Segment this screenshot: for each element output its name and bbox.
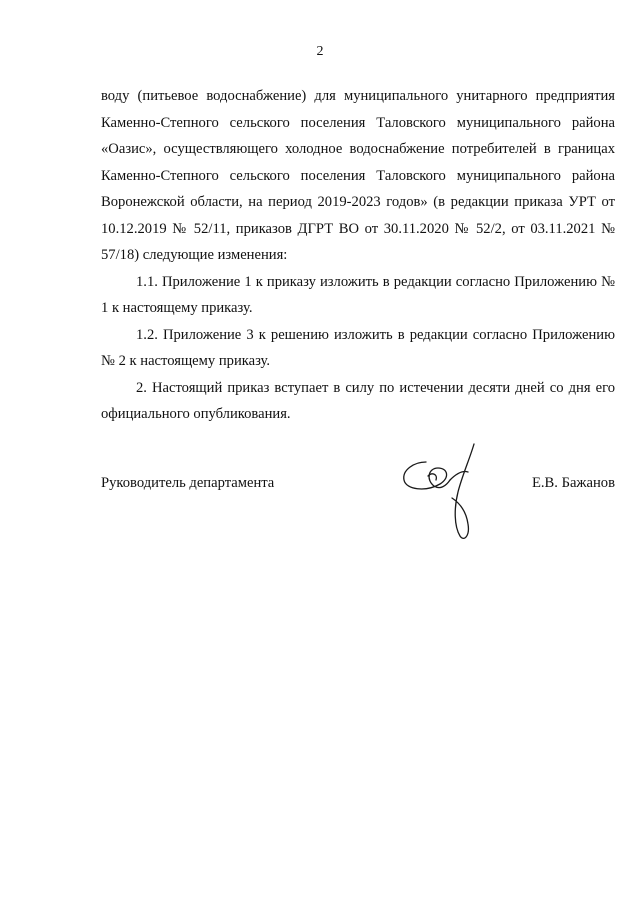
page-number: 2	[316, 44, 324, 59]
signatory-title: Руководитель департамента	[101, 475, 275, 491]
document-body	[101, 83, 615, 428]
handwritten-signature-icon	[396, 440, 496, 545]
body-paragraph-continuation: воду (питьевое водоснабжение) для муниципального унитарного предприятия Каменно-Степного сельского поселения Таловского муниципального района «Оазис», осуществляющего холодное водоснабжение потребителей в границах Каменно-Степного сельского поселения Таловского муниципального района Воронежской области, на период 2019-2023 годов» (в редакции приказа УРТ от 10.12.2019 № 52/11, приказов ДГРТ ВО от 30.11.2020 № 52/2, от 03.11.2021 № 57/18) следующие изменения:	[101, 88, 615, 263]
signature-block	[101, 475, 615, 501]
body-paragraph-item-1-2: 1.2. Приложение 3 к решению изложить в редакции согласно Приложению № 2 к настоящему приказу.	[101, 326, 615, 369]
body-paragraph-item-2: 2. Настоящий приказ вступает в силу по истечении десяти дней со дня его официального опубликования.	[101, 379, 615, 422]
body-paragraph-item-1-1: 1.1. Приложение 1 к приказу изложить в редакции согласно Приложению № 1 к настоящему приказу.	[101, 273, 615, 316]
signatory-name: Е.В. Бажанов	[531, 475, 615, 491]
